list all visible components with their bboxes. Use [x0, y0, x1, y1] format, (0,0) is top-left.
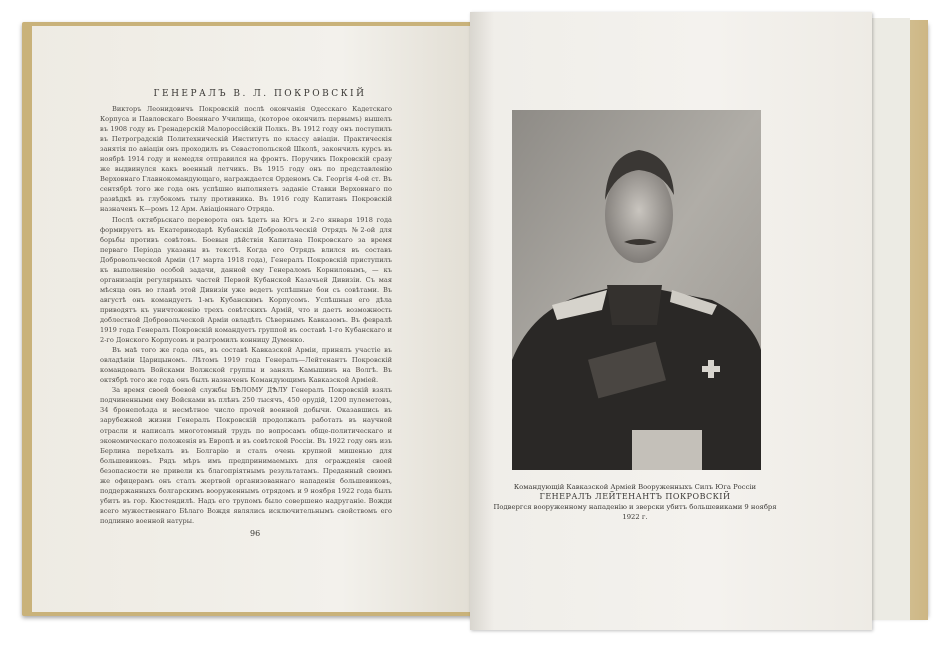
paragraph: Викторъ Леонидовичъ Покровскiй послѣ окончанiя Одесскаго Кадетскаго Корпуса и Павловскаго Военнаго Училища, (которое окончилъ первымъ) вышелъ въ 1908 году въ Гренадерскiй Малороссiйскiй Полкъ. Въ 1912 году онъ поступилъ въ Петроградскiй Политехническiй Институтъ по классу авiацiи. Практическiя занятiя по авiацiи онъ проходилъ въ Севастопольской Школѣ, закончилъ курсъ въ ноябрѣ 1914 году и немедля отправился на фронтъ. Поручикъ Покровскiй сразу же выдвинулся какъ военный летчикъ. Въ 1915 году онъ по представленiю Верховнаго Главнокомандующаго, награждается Орденомъ Св. Георгiя 4-ой ст. Въ сентябрѣ того же года онъ успѣшно выполняетъ заданiе Ставки Верховнаго по развѣдкѣ въ глубокомъ тылу противника. Въ 1916 году Капитанъ Покровскiй назначенъ К—ромъ 12 Арм. Авiацiоннаго Отряда.	[100, 105, 392, 214]
page-number: 96	[250, 529, 261, 538]
page-title: ГЕНЕРАЛЪ В. Л. ПОКРОВСКIЙ	[153, 89, 367, 99]
paragraph: За время своей боевой службы БѢЛОМУ ДѢЛУ Генералъ Покровскiй взялъ подчиненными ему Войсками въ плѣнъ 250 тысячъ, 450 орудiй, 1200 пулеметовъ, 34 бронепоѣзда и несмѣтное число прочей военной добычи. Оказавшись въ зарубежной жизни Генералъ Покровскiй продолжалъ работать въ научной отрасли и написалъ многотомный трудъ по вопросамъ обще-политическаго и экономическаго положенiя въ Европѣ и въ совѣтской Россiи. Въ 1922 году онъ изъ Берлина переѣхалъ въ Болгарiю и сталъ очень крупной мишенью для большевиковъ. Рядъ мѣръ имъ предпринимаемыхъ для огражденiя своей безопасности не привели къ благопрiятнымъ результатамъ. Преданный своимъ же офицерамъ онъ сталъ жертвой организованнаго нападенiя большевиковъ, поддержанныхъ болгарскимъ вооруженнымъ отрядомъ и 9 ноября 1922 года былъ убитъ въ гор. Кюстендилѣ. Надъ его трупомъ было совершено надруганiе. Вожди всего мужественнаго Бѣлаго Вождя являлись исключительнымъ свойствомъ его подлинно военной натуры.	[100, 386, 392, 525]
caption-line: Командующiй Кавказской Армiей Вооруженныхъ Силъ Юга Россiи	[513, 483, 757, 491]
portrait-photo	[512, 110, 761, 470]
photo-caption	[490, 482, 780, 522]
caption-line: Подвергся вооруженному нападенiю и зверски убитъ большевиками 9 ноября 1922 г.	[493, 503, 777, 521]
paragraph: Послѣ октябрьскаго переворота онъ ѣдетъ на Югъ и 2-го января 1918 года формируетъ въ Екатеринодарѣ Кубанскiй Добровольческiй Отрядъ №2-ой для борьбы противъ совѣтовъ. Боевыя дѣйствiя Капитана Покровскаго за время перваго Перiода указаны въ текстѣ. Когда его Отрядъ влился въ составъ Добровольческой Армiи (17 марта 1918 года), Генералъ Покровскiй приступилъ къ выполненiю особой задачи, данной ему Генераломъ Корниловымъ, — къ организацiи регулярныхъ частей Первой Кубанской Казачьей Дивизiи. Съ мая мѣсяца онъ во главѣ этой Дивизiи уже ведетъ успѣшные бои съ совѣтами. Въ августѣ онъ командуетъ 1-мъ Кубанскимъ Корпусомъ. Успѣшныя его дѣла приводятъ къ уничтоженiю трехъ совѣтскихъ Армiй, что и даетъ возможность доблестной Добровольческой Армiи овладѣть Сѣвернымъ Кавказомъ. Въ февралѣ 1919 года Генералъ Покровскiй командуетъ группой въ составѣ 1-го Кубанскаго и 2-го Донского Корпусовъ и разгромилъ конницу Думенко.	[100, 215, 392, 345]
caption-name: ГЕНЕРАЛЪ ЛЕЙТЕНАНТЪ ПОКРОВСКIЙ	[539, 492, 731, 501]
biography-text	[100, 104, 392, 526]
paragraph: Въ маѣ того же года онъ, въ составѣ Кавказской Армiи, принялъ участiе въ овладѣнiи Царицыномъ. Лѣтомъ 1919 года Генералъ—Лейтенантъ Покровскiй командовалъ Войсками Волжской группы и занялъ Камышинъ на Волгѣ. Въ октябрѣ того же года онъ былъ назначенъ Командующимъ Кавказской Армiей.	[100, 346, 392, 385]
